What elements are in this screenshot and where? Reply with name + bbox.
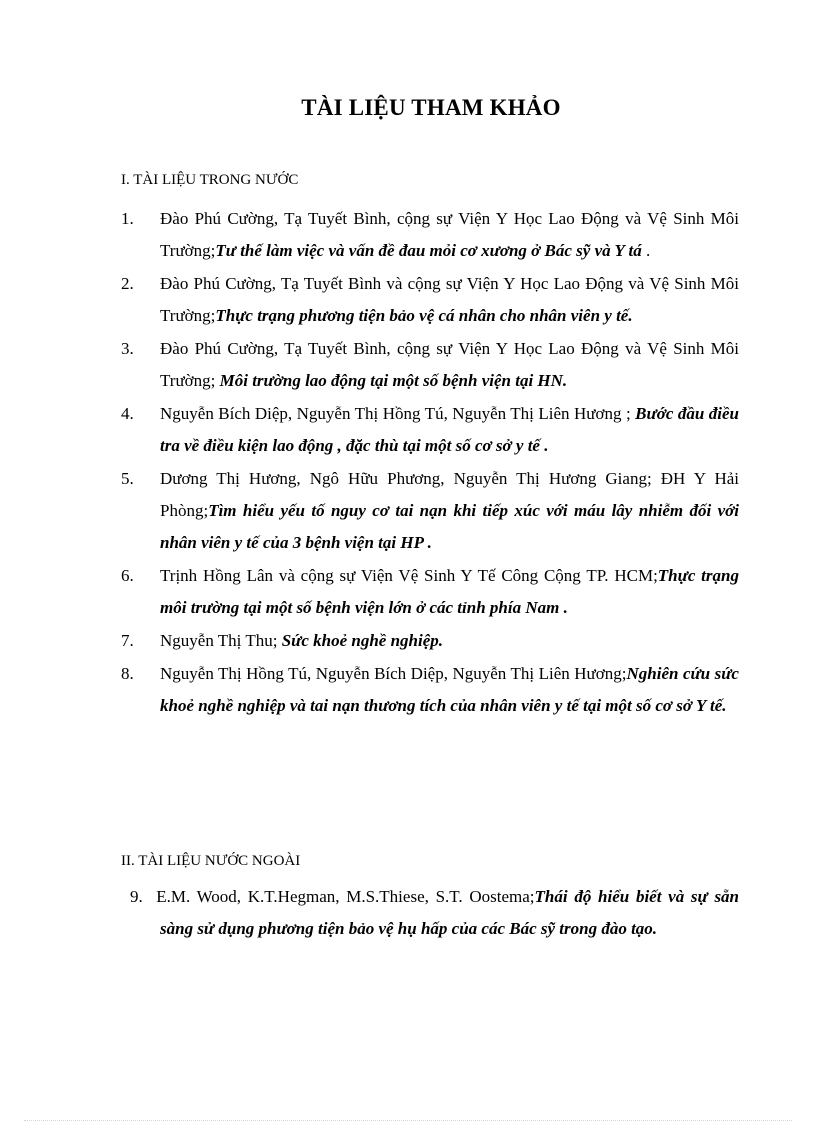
reference-item-4 xyxy=(121,398,739,462)
reference-body xyxy=(160,268,739,332)
section-heading-foreign: II. TÀI LIỆU NƯỚC NGOÀI xyxy=(121,853,301,869)
reference-body xyxy=(160,333,739,397)
reference-number: 5. xyxy=(121,469,134,488)
reference-body xyxy=(160,203,739,267)
reference-authors: Đào Phú Cường, Tạ Tuyết Bình, cộng sự Viện Y Học Lao Động và Vệ Sinh Môi Trường; xyxy=(160,209,739,260)
reference-item-5 xyxy=(121,463,739,559)
reference-number: 3. xyxy=(121,339,134,358)
page-bottom-divider xyxy=(24,1120,792,1121)
reference-title: Nghiên cứu sức khoẻ nghề nghiệp và tai nạn thương tích của nhân viên y tế tại một số cơ sở Y tế. xyxy=(160,664,739,715)
reference-number: 9. xyxy=(130,887,143,906)
reference-suffix: . xyxy=(641,241,651,260)
reference-authors: Trịnh Hồng Lân và cộng sự Viện Vệ Sinh Y Tế Công Cộng TP. HCM; xyxy=(160,566,658,585)
reference-item-2 xyxy=(121,268,739,332)
reference-item-1 xyxy=(121,203,739,267)
reference-title: Tìm hiểu yếu tố nguy cơ tai nạn khi tiếp xúc với máu lây nhiễm đối với nhân viên y tế của 3 bệnh viện tại HP . xyxy=(160,501,739,552)
reference-number: 6. xyxy=(121,566,134,585)
section-heading-domestic: I. TÀI LIỆU TRONG NƯỚC xyxy=(121,172,299,188)
reference-item-7 xyxy=(121,625,739,657)
reference-item-6 xyxy=(121,560,739,624)
reference-number: 8. xyxy=(121,664,134,683)
reference-authors: Đào Phú Cường, Tạ Tuyết Bình, cộng sự Viện Y Học Lao Động và Vệ Sinh Môi Trường; xyxy=(160,339,739,390)
reference-body xyxy=(160,625,739,657)
reference-body xyxy=(160,560,739,624)
reference-body xyxy=(160,658,739,722)
document-title: TÀI LIỆU THAM KHẢO xyxy=(301,95,561,120)
reference-authors: Nguyễn Bích Diệp, Nguyễn Thị Hồng Tú, Nguyễn Thị Liên Hương ; xyxy=(160,404,636,423)
reference-authors: Dương Thị Hương, Ngô Hữu Phương, Nguyễn Thị Hương Giang; ĐH Y Hải Phòng; xyxy=(160,469,739,520)
reference-body xyxy=(160,463,739,559)
reference-authors: Đào Phú Cường, Tạ Tuyết Bình và cộng sự Viện Y Học Lao Động và Vệ Sinh Môi Trường; xyxy=(160,274,739,325)
reference-title: Môi trường lao động tại một số bệnh viện tại HN. xyxy=(219,371,568,390)
reference-title: Tư thế làm việc và vấn đề đau mỏi cơ xương ở Bác sỹ và Y tá xyxy=(215,241,642,260)
reference-number: 4. xyxy=(121,404,134,423)
reference-list-domestic xyxy=(121,203,739,723)
reference-number: 7. xyxy=(121,631,134,650)
reference-title: Thực trạng phương tiện bảo vệ cá nhân cho nhân viên y tế. xyxy=(215,306,633,325)
reference-list-foreign xyxy=(121,881,739,946)
reference-body xyxy=(121,881,739,945)
reference-title: Sức khoẻ nghề nghiệp. xyxy=(281,631,444,650)
reference-item-3 xyxy=(121,333,739,397)
reference-item-8 xyxy=(121,658,739,722)
reference-number: 1. xyxy=(121,209,134,228)
reference-authors: E.M. Wood, K.T.Hegman, M.S.Thiese, S.T. Oostema; xyxy=(156,887,535,906)
reference-title: Thái độ hiểu biết và sự sẵn sàng sử dụng phương tiện bảo vệ hụ hấp của các Bác sỹ trong đào tạo. xyxy=(160,887,740,938)
reference-authors: Nguyễn Thị Thu; xyxy=(160,631,282,650)
reference-number: 2. xyxy=(121,274,134,293)
reference-authors: Nguyễn Thị Hồng Tú, Nguyễn Bích Diệp, Nguyễn Thị Liên Hương; xyxy=(160,664,627,683)
reference-body xyxy=(160,398,739,462)
reference-title: Bước đầu điều tra về điều kiện lao động , đặc thù tại một số cơ sở y tế . xyxy=(160,404,739,455)
reference-title: Thực trạng môi trường tại một số bệnh viện lớn ở các tỉnh phía Nam . xyxy=(160,566,739,617)
reference-item-9 xyxy=(121,881,739,945)
